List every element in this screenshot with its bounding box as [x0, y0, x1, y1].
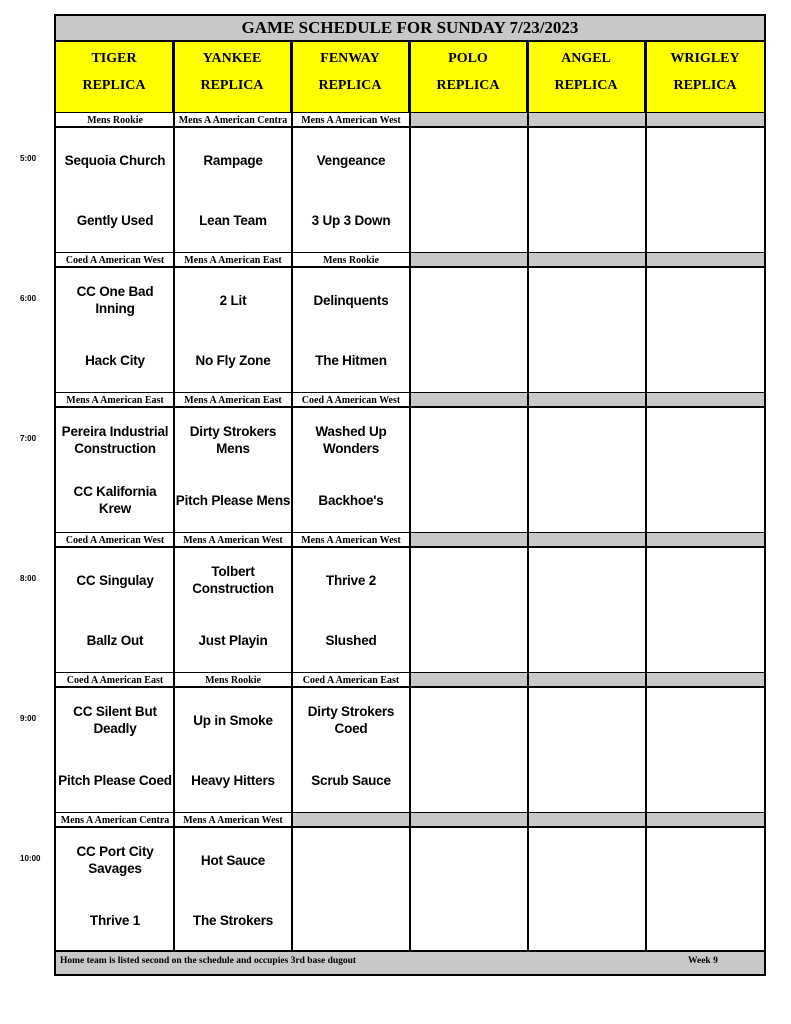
home-team: Gently Used [76, 213, 154, 228]
away-team: CC One Bad Inning [76, 284, 154, 316]
field-header-yankee [174, 42, 292, 112]
division-label: Coed A American West [56, 252, 174, 268]
home-team: Ballz Out [86, 633, 144, 648]
division-label: Mens Rookie [56, 112, 174, 128]
away-team: Up in Smoke [193, 713, 273, 728]
away-team: Delinquents [313, 293, 389, 308]
division-label: Mens A American West [292, 532, 410, 548]
away-team: Thrive 2 [325, 573, 377, 588]
home-team: 3 Up 3 Down [311, 213, 391, 228]
division-label: Coed A American East [292, 672, 410, 688]
home-team: Just Playin [198, 633, 268, 648]
home-team: Slushed [325, 633, 377, 648]
field-name: YANKEE [202, 51, 262, 66]
schedule-sheet [54, 14, 766, 976]
field-header-wrigley [646, 42, 764, 112]
slot-time: 8:00 [20, 574, 37, 583]
field-sub: REPLICA [82, 78, 146, 93]
division-label: Mens A American West [174, 532, 292, 548]
away-team: 2 Lit [219, 293, 247, 308]
home-team: The Strokers [192, 913, 274, 928]
column-divider [409, 42, 411, 950]
field-header-polo [410, 42, 528, 112]
column-divider [645, 42, 647, 950]
away-team: CC Port City Savages [76, 844, 154, 876]
field-name: FENWAY [320, 51, 380, 66]
division-label: Mens A American East [56, 392, 174, 408]
home-team: Thrive 1 [89, 913, 141, 928]
field-sub: REPLICA [200, 78, 264, 93]
home-team: CC Kalifornia Krew [73, 484, 157, 516]
away-team: Hot Sauce [200, 853, 266, 868]
field-sub: REPLICA [318, 78, 382, 93]
field-header-angel [528, 42, 646, 112]
slot-time: 6:00 [20, 294, 37, 303]
home-team: Lean Team [199, 213, 267, 228]
away-team: Dirty Strokers Coed [307, 704, 395, 736]
field-sub: REPLICA [436, 78, 500, 93]
division-label: Mens A American West [292, 112, 410, 128]
division-label: Coed A American East [56, 672, 174, 688]
away-team: Dirty Strokers Mens [189, 424, 277, 456]
column-divider [173, 42, 175, 950]
division-label: Mens A American West [174, 812, 292, 828]
division-label: Mens A American Centra [174, 112, 292, 128]
home-team: Pitch Please Mens [175, 493, 291, 508]
away-team: CC Singulay [76, 573, 154, 588]
home-team-note: Home team is listed second on the schedule and occupies 3rd base dugout [60, 956, 357, 966]
field-header-tiger [56, 42, 174, 112]
column-divider [291, 42, 293, 950]
away-team: Vengeance [316, 153, 386, 168]
away-team: Washed Up Wonders [315, 424, 387, 456]
field-sub: REPLICA [554, 78, 618, 93]
away-team: Rampage [203, 153, 263, 168]
field-name: WRIGLEY [670, 51, 740, 66]
field-sub: REPLICA [673, 78, 737, 93]
away-team: Tolbert Construction [192, 564, 274, 596]
home-team: Heavy Hitters [191, 773, 275, 788]
home-team: The Hitmen [315, 353, 387, 368]
away-team: Sequoia Church [64, 153, 166, 168]
division-label: Coed A American West [56, 532, 174, 548]
slot-time: 9:00 [20, 714, 37, 723]
division-label: Mens A American Centra [56, 812, 174, 828]
schedule-title: GAME SCHEDULE FOR SUNDAY 7/23/2023 [56, 16, 764, 42]
division-label: Mens Rookie [292, 252, 410, 268]
home-team: Pitch Please Coed [58, 773, 172, 788]
division-label: Mens Rookie [174, 672, 292, 688]
division-label: Mens A American East [174, 252, 292, 268]
slot-time: 10:00 [20, 854, 41, 863]
footer-bar [56, 950, 764, 974]
slot-time: 5:00 [20, 154, 37, 163]
away-team: Pereira Industrial Construction [61, 424, 169, 456]
field-name: TIGER [91, 51, 137, 66]
home-team: Backhoe's [318, 493, 384, 508]
division-label: Mens A American East [174, 392, 292, 408]
home-team: Scrub Sauce [311, 773, 391, 788]
field-name: POLO [448, 51, 488, 66]
away-team: CC Silent But Deadly [73, 704, 157, 736]
home-team: Hack City [85, 353, 145, 368]
column-divider [527, 42, 529, 950]
division-label: Coed A American West [292, 392, 410, 408]
slot-time: 7:00 [20, 434, 37, 443]
week-label: Week 9 [688, 956, 718, 966]
field-header-fenway [292, 42, 410, 112]
home-team: No Fly Zone [195, 353, 271, 368]
field-name: ANGEL [561, 51, 611, 66]
